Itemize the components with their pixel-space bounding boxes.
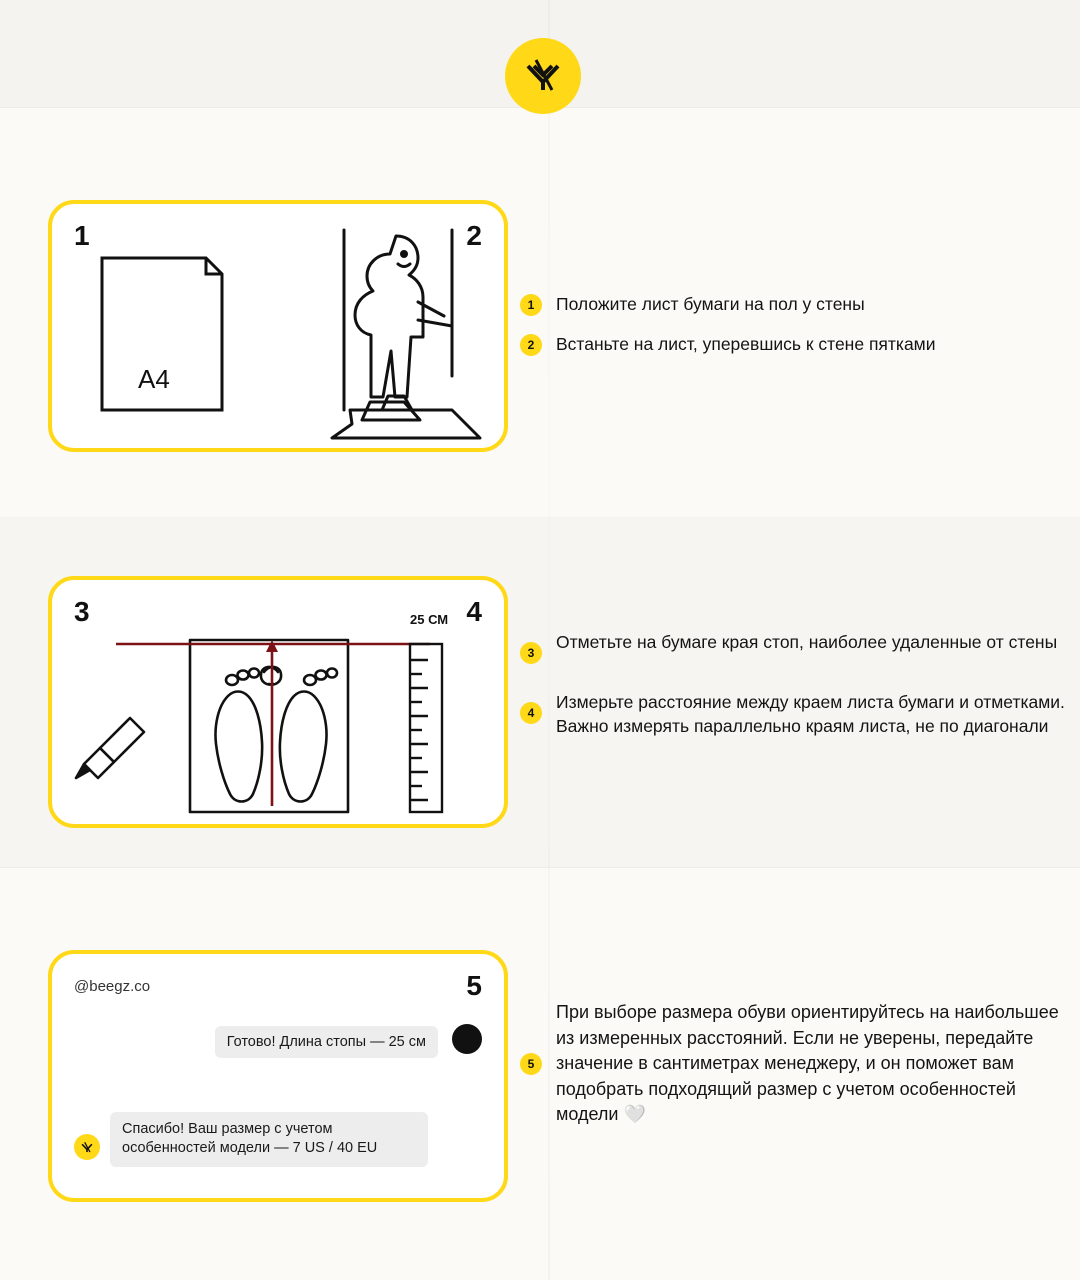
step-bullet: 5 bbox=[520, 1053, 542, 1075]
step-text: Встаньте на лист, уперевшись к стене пятками bbox=[556, 334, 936, 355]
card-2-number-right: 4 bbox=[466, 596, 482, 627]
chat-message-outgoing: Готово! Длина стопы — 25 см bbox=[215, 1026, 438, 1058]
steps-group-3-4 bbox=[520, 630, 1076, 764]
step-row bbox=[520, 690, 1076, 738]
step-row bbox=[520, 630, 1076, 664]
card-paper-and-stance bbox=[48, 200, 508, 452]
steps-group-5 bbox=[520, 1000, 1076, 1144]
card-chat-result bbox=[48, 950, 508, 1202]
beegz-logo-icon bbox=[522, 56, 564, 96]
step-row bbox=[520, 1000, 1076, 1128]
avatar-user bbox=[452, 1024, 482, 1054]
chat-message-incoming: Спасибо! Ваш размер с учетом особенностей модели — 7 US / 40 EU bbox=[110, 1112, 428, 1167]
brand-logo-badge bbox=[505, 38, 581, 114]
paper-tear-line-3 bbox=[0, 866, 1080, 869]
beegz-logo-icon bbox=[80, 1141, 94, 1154]
paper-tear-line-2 bbox=[0, 516, 1080, 519]
person-standing-illustration bbox=[292, 220, 492, 444]
card-3-number-right: 5 bbox=[466, 970, 482, 1001]
card-mark-and-measure bbox=[48, 576, 508, 828]
feet-measure-illustration bbox=[68, 616, 488, 816]
a4-label: A4 bbox=[138, 364, 170, 394]
step-bullet: 3 bbox=[520, 642, 542, 664]
steps-group-1-2 bbox=[520, 292, 1060, 372]
card-1-number-left: 1 bbox=[74, 220, 90, 251]
avatar-brand bbox=[74, 1134, 100, 1160]
card-1-number-right: 2 bbox=[466, 220, 482, 251]
step-text: При выборе размера обуви ориентируйтесь на наибольшее из измеренных расстояний. Если не уверены, передайте значение в сантиметрах менеджеру, и он поможет вам подобрать подходящий размер с учетом особенностей модели 🤍 bbox=[556, 1002, 1059, 1125]
step-bullet: 4 bbox=[520, 702, 542, 724]
step-text: Положите лист бумаги на пол у стены bbox=[556, 294, 865, 314]
step-row bbox=[520, 292, 1060, 316]
step-bullet: 2 bbox=[520, 334, 542, 356]
card-2-number-left: 3 bbox=[74, 596, 90, 627]
brand-handle: @beegz.co bbox=[74, 978, 151, 995]
step-text: Измерьте расстояние между краем листа бумаги и отметками. Важно измерять параллельно краям листа, не по диагонали bbox=[556, 692, 1065, 737]
step-text: Отметьте на бумаге края стоп, наиболее удаленные от стены bbox=[556, 632, 1058, 652]
step-row bbox=[520, 332, 1060, 356]
step-bullet: 1 bbox=[520, 294, 542, 316]
ruler-length-label: 25 СМ bbox=[410, 612, 449, 627]
